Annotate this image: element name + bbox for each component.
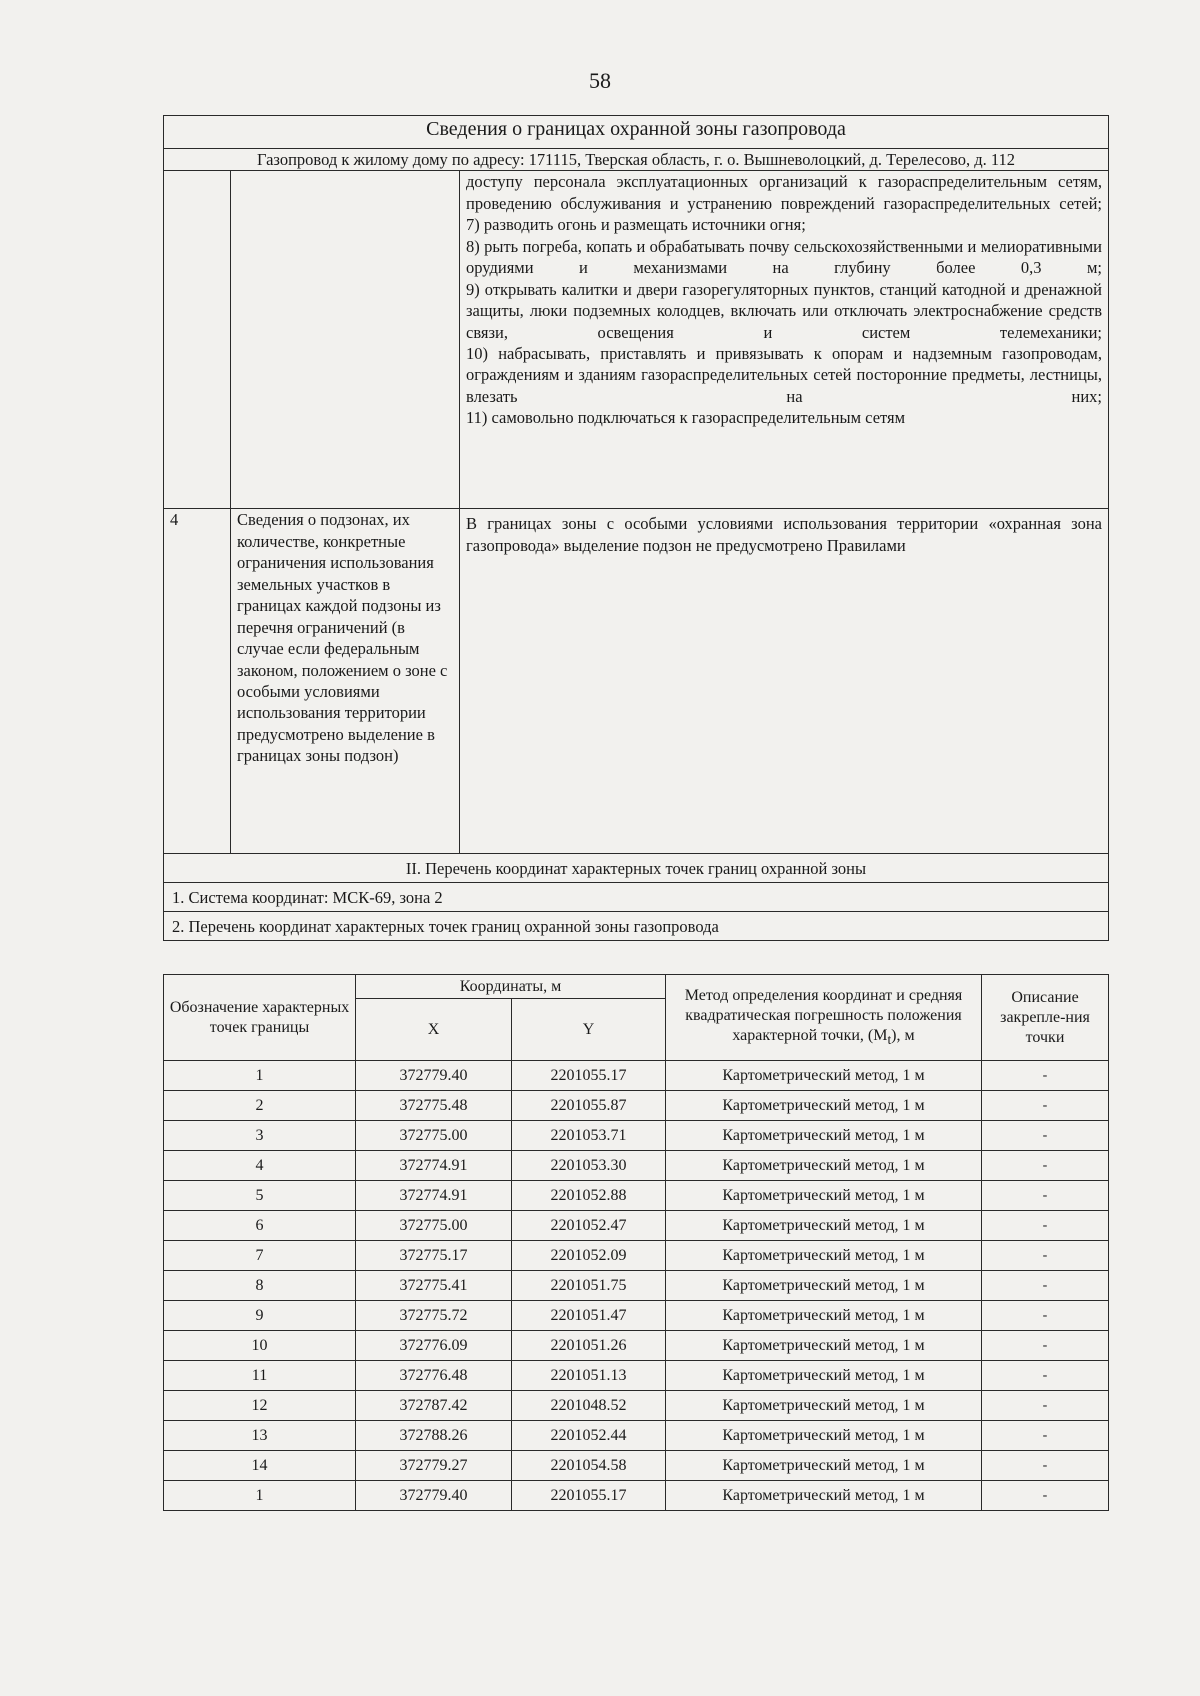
point-description: - <box>982 1271 1109 1301</box>
coordinate-x: 372774.91 <box>356 1151 512 1181</box>
table-row <box>164 1451 1109 1481</box>
document-title: Сведения о границах охранной зоны газопровода <box>164 116 1109 149</box>
subzones-value-text: В границах зоны с особыми условиями использования территории «охранная зона газопровода» выделение подзон не предусмотрено Правилами <box>466 514 1103 555</box>
table-row <box>164 1331 1109 1361</box>
restriction-line: 9) открывать калитки и двери газорегуляторных пунктов, станций катодной и дренажной защиты, люки подземных колодцев, включать или отключать электроснабжение средств связи, освещения и систем телемеханики; <box>466 279 1103 342</box>
row-number: 4 <box>164 509 231 854</box>
table-row <box>164 1211 1109 1241</box>
header-y: Y <box>512 999 666 1061</box>
coordinate-y: 2201052.09 <box>512 1241 666 1271</box>
point-description: - <box>982 1061 1109 1091</box>
coordinate-y: 2201053.30 <box>512 1151 666 1181</box>
header-method-text: Метод определения координат и средняя квадратическая погрешность положения характерной точки, (M <box>684 987 963 1045</box>
point-number: 4 <box>164 1151 356 1181</box>
page-number: 58 <box>589 68 611 93</box>
method: Картометрический метод, 1 м <box>666 1061 982 1091</box>
coordinate-x: 372779.27 <box>356 1451 512 1481</box>
restrictions-text <box>460 171 1109 509</box>
coordinates-table <box>163 974 1109 1511</box>
object-address: Газопровод к жилому дому по адресу: 171115, Тверская область, г. о. Вышневолоцкий, д. Терелесово, д. 112 <box>164 149 1109 171</box>
restriction-line: доступу персонала эксплуатационных организаций к газораспределительным сетям, проведению обслуживания и устранению повреждений газораспределительных сетей; <box>466 172 1103 213</box>
coordinate-x: 372779.40 <box>356 1481 512 1511</box>
section-2-title: II. Перечень координат характерных точек границ охранной зоны <box>164 854 1109 883</box>
header-x: X <box>356 999 512 1061</box>
coordinate-y: 2201051.47 <box>512 1301 666 1331</box>
method: Картометрический метод, 1 м <box>666 1271 982 1301</box>
point-number: 6 <box>164 1211 356 1241</box>
point-number: 11 <box>164 1361 356 1391</box>
table-row <box>164 1301 1109 1331</box>
point-number: 2 <box>164 1091 356 1121</box>
method: Картометрический метод, 1 м <box>666 1481 982 1511</box>
coordinate-y: 2201052.44 <box>512 1421 666 1451</box>
point-number: 9 <box>164 1301 356 1331</box>
table-row <box>164 1151 1109 1181</box>
table-row <box>164 1121 1109 1151</box>
method: Картометрический метод, 1 м <box>666 1361 982 1391</box>
table-row <box>164 1241 1109 1271</box>
coordinate-y: 2201052.88 <box>512 1181 666 1211</box>
method: Картометрический метод, 1 м <box>666 1151 982 1181</box>
zone-info-table <box>163 115 1109 941</box>
restriction-line: 7) разводить огонь и размещать источники огня; <box>466 215 806 235</box>
coordinate-y: 2201051.26 <box>512 1331 666 1361</box>
point-description: - <box>982 1481 1109 1511</box>
coordinate-x: 372776.48 <box>356 1361 512 1391</box>
coordinates-list-title: 2. Перечень координат характерных точек границ охранной зоны газопровода <box>164 912 1109 941</box>
point-description: - <box>982 1091 1109 1121</box>
point-description: - <box>982 1361 1109 1391</box>
point-number: 13 <box>164 1421 356 1451</box>
point-number: 1 <box>164 1061 356 1091</box>
point-description: - <box>982 1451 1109 1481</box>
point-description: - <box>982 1301 1109 1331</box>
header-description: Описание закрепле-ния точки <box>982 975 1109 1061</box>
method: Картометрический метод, 1 м <box>666 1421 982 1451</box>
coordinate-x: 372775.41 <box>356 1271 512 1301</box>
restriction-line: 10) набрасывать, приставлять и привязывать к опорам и надземным газопроводам, ограждениям и зданиям газораспределительных сетей посторонние предметы, лестницы, влезать на них; <box>466 343 1103 406</box>
point-description: - <box>982 1181 1109 1211</box>
coordinate-x: 372776.09 <box>356 1331 512 1361</box>
point-description: - <box>982 1211 1109 1241</box>
point-number: 12 <box>164 1391 356 1421</box>
coordinate-y: 2201052.47 <box>512 1211 666 1241</box>
point-description: - <box>982 1241 1109 1271</box>
coordinate-x: 372787.42 <box>356 1391 512 1421</box>
point-number: 7 <box>164 1241 356 1271</box>
point-number: 3 <box>164 1121 356 1151</box>
coordinate-y: 2201051.13 <box>512 1361 666 1391</box>
coordinates-body <box>164 1061 1109 1511</box>
header-coordinates: Координаты, м <box>356 975 666 999</box>
restriction-line: 8) рыть погреба, копать и обрабатывать почву сельскохозяйственными и мелиоративными орудиями и механизмами на глубину более 0,3 м; <box>466 236 1103 278</box>
coordinate-x: 372775.72 <box>356 1301 512 1331</box>
coordinate-x: 372775.00 <box>356 1121 512 1151</box>
table-row <box>164 1091 1109 1121</box>
method: Картометрический метод, 1 м <box>666 1211 982 1241</box>
method: Картометрический метод, 1 м <box>666 1301 982 1331</box>
coordinate-y: 2201055.17 <box>512 1481 666 1511</box>
point-number: 8 <box>164 1271 356 1301</box>
empty-label-cell <box>231 171 460 509</box>
table-row <box>164 1481 1109 1511</box>
method: Картометрический метод, 1 м <box>666 1091 982 1121</box>
method: Картометрический метод, 1 м <box>666 1181 982 1211</box>
point-description: - <box>982 1331 1109 1361</box>
method: Картометрический метод, 1 м <box>666 1331 982 1361</box>
coordinate-x: 372775.17 <box>356 1241 512 1271</box>
header-method-subscript: t <box>887 1032 892 1048</box>
point-description: - <box>982 1121 1109 1151</box>
coordinate-y: 2201053.71 <box>512 1121 666 1151</box>
table-row <box>164 1271 1109 1301</box>
method: Картометрический метод, 1 м <box>666 1391 982 1421</box>
method: Картометрический метод, 1 м <box>666 1121 982 1151</box>
coordinate-x: 372788.26 <box>356 1421 512 1451</box>
point-number: 5 <box>164 1181 356 1211</box>
coordinate-y: 2201054.58 <box>512 1451 666 1481</box>
coordinate-y: 2201051.75 <box>512 1271 666 1301</box>
coordinate-x: 372774.91 <box>356 1181 512 1211</box>
header-method-unit: ), м <box>891 1027 915 1045</box>
restriction-line: 11) самовольно подключаться к газораспределительным сетям <box>466 408 906 428</box>
table-row <box>164 1361 1109 1391</box>
coordinate-system: 1. Система координат: МСК-69, зона 2 <box>164 883 1109 912</box>
table-row <box>164 1061 1109 1091</box>
coordinate-y: 2201055.87 <box>512 1091 666 1121</box>
coordinate-x: 372779.40 <box>356 1061 512 1091</box>
method: Картометрический метод, 1 м <box>666 1241 982 1271</box>
coordinate-y: 2201048.52 <box>512 1391 666 1421</box>
table-row <box>164 1421 1109 1451</box>
point-number: 14 <box>164 1451 356 1481</box>
method: Картометрический метод, 1 м <box>666 1451 982 1481</box>
table-row <box>164 1181 1109 1211</box>
coordinate-x: 372775.00 <box>356 1211 512 1241</box>
empty-number-cell <box>164 171 231 509</box>
coordinate-y: 2201055.17 <box>512 1061 666 1091</box>
subzones-label: Сведения о подзонах, их количестве, конкретные ограничения использования земельных участков в границах каждой подзоны из перечня ограничений (в случае если федеральным законом, положением о зоне с особыми условиями использования территории предусмотрено выделение в границах зоны подзон) <box>231 509 460 854</box>
point-description: - <box>982 1151 1109 1181</box>
point-number: 1 <box>164 1481 356 1511</box>
table-row <box>164 1391 1109 1421</box>
subzones-value <box>460 509 1109 854</box>
point-description: - <box>982 1391 1109 1421</box>
point-number: 10 <box>164 1331 356 1361</box>
point-description: - <box>982 1421 1109 1451</box>
header-method <box>666 975 982 1061</box>
coordinate-x: 372775.48 <box>356 1091 512 1121</box>
header-point: Обозначение характерных точек границы <box>164 975 356 1061</box>
